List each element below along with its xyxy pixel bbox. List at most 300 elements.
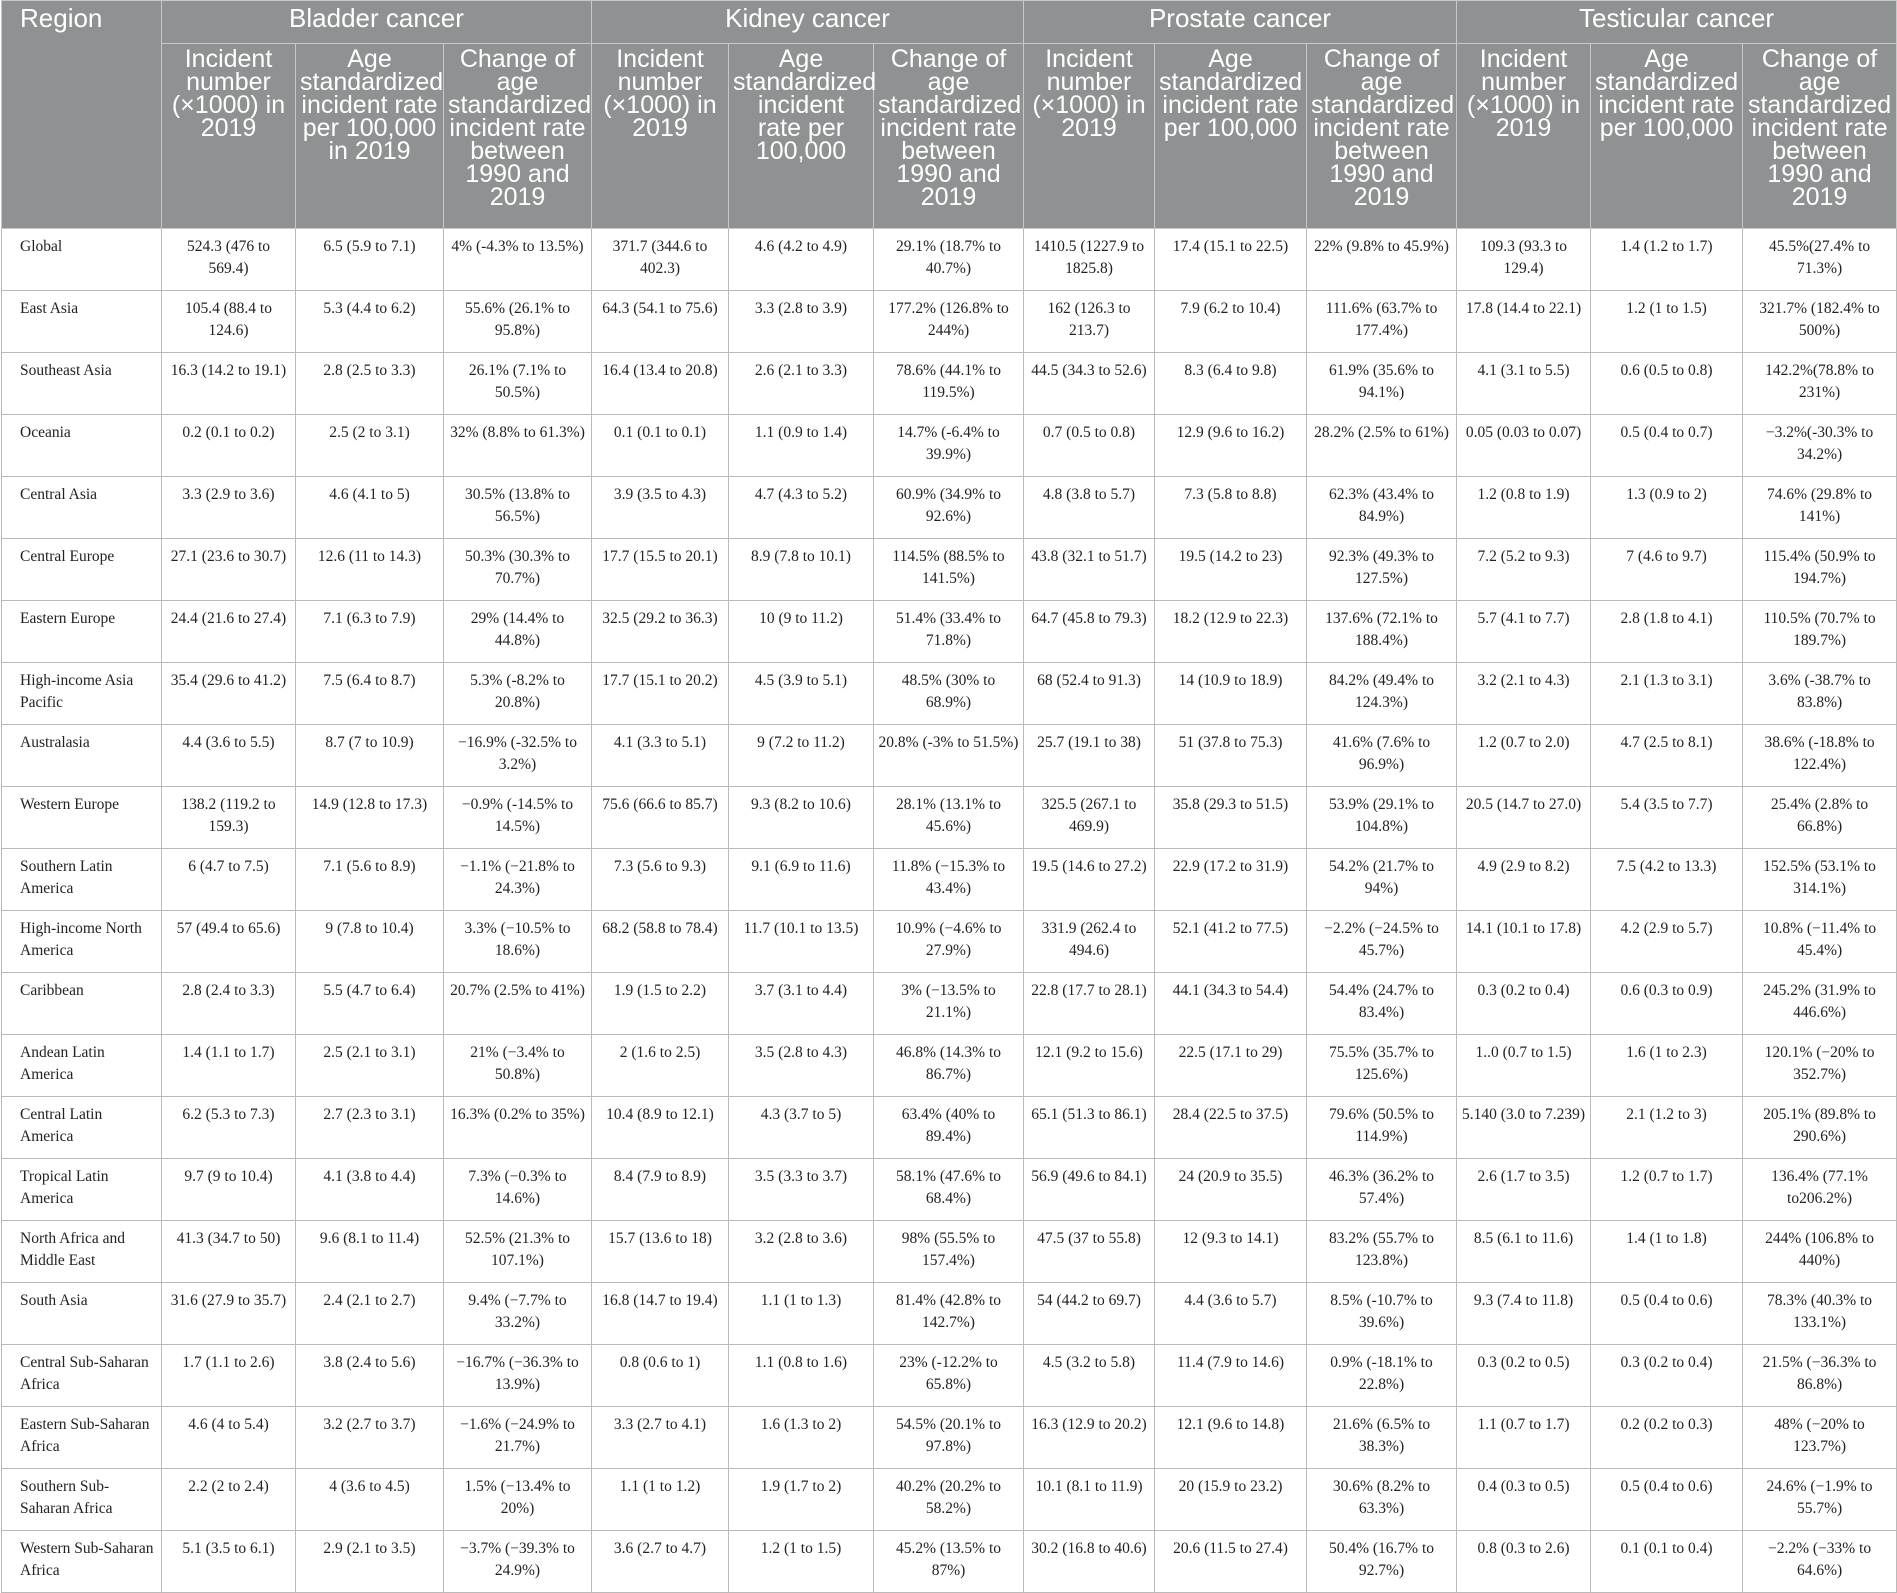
data-cell: 21.6% (6.5% to 38.3%) <box>1307 1407 1457 1469</box>
data-cell: 137.6% (72.1% to 188.4%) <box>1307 601 1457 663</box>
group-header-testicular: Testicular cancer <box>1457 1 1897 44</box>
data-cell: 8.5 (6.1 to 11.6) <box>1457 1221 1591 1283</box>
data-cell: 41.3 (34.7 to 50) <box>162 1221 296 1283</box>
data-cell: 1.1 (1 to 1.2) <box>592 1469 729 1531</box>
region-cell: Southern Sub-Saharan Africa <box>2 1469 162 1531</box>
data-cell: 3.7 (3.1 to 4.4) <box>729 973 874 1035</box>
data-cell: 3% (−13.5% to 21.1%) <box>874 973 1024 1035</box>
data-cell: 35.8 (29.3 to 51.5) <box>1155 787 1307 849</box>
table-header <box>2 1 1897 229</box>
data-cell: 9 (7.2 to 11.2) <box>729 725 874 787</box>
group-header-kidney: Kidney cancer <box>592 1 1024 44</box>
data-cell: 3.3% (−10.5% to 18.6%) <box>444 911 592 973</box>
data-cell: 2.4 (2.1 to 2.7) <box>296 1283 444 1345</box>
data-cell: 10.9% (−4.6% to 27.9%) <box>874 911 1024 973</box>
data-cell: 60.9% (34.9% to 92.6%) <box>874 477 1024 539</box>
data-cell: 12.9 (9.6 to 16.2) <box>1155 415 1307 477</box>
data-cell: 1.1 (0.8 to 1.6) <box>729 1345 874 1407</box>
data-cell: 371.7 (344.6 to 402.3) <box>592 229 729 291</box>
subheader: Incident number (×1000) in 2019 <box>162 44 296 229</box>
subheader: Change of age standardized incident rate between 1990 and 2019 <box>1743 44 1897 229</box>
subheader: Change of age standardized incident rate between 1990 and 2019 <box>874 44 1024 229</box>
data-cell: 10.4 (8.9 to 12.1) <box>592 1097 729 1159</box>
data-cell: 11.7 (10.1 to 13.5) <box>729 911 874 973</box>
table-row <box>2 1159 1897 1221</box>
data-cell: 14.7% (-6.4% to 39.9%) <box>874 415 1024 477</box>
data-cell: 5.3 (4.4 to 6.2) <box>296 291 444 353</box>
data-cell: 4% (-4.3% to 13.5%) <box>444 229 592 291</box>
data-cell: 4.8 (3.8 to 5.7) <box>1024 477 1155 539</box>
data-cell: 0.8 (0.6 to 1) <box>592 1345 729 1407</box>
data-cell: 4.7 (2.5 to 8.1) <box>1591 725 1743 787</box>
region-cell: Central Europe <box>2 539 162 601</box>
region-cell: Western Europe <box>2 787 162 849</box>
data-cell: 24 (20.9 to 35.5) <box>1155 1159 1307 1221</box>
data-cell: 2.2 (2 to 2.4) <box>162 1469 296 1531</box>
data-cell: 245.2% (31.9% to 446.6%) <box>1743 973 1897 1035</box>
table-row <box>2 1531 1897 1593</box>
region-cell: Australasia <box>2 725 162 787</box>
data-cell: 7.5 (4.2 to 13.3) <box>1591 849 1743 911</box>
table-row <box>2 353 1897 415</box>
subheader: Age standardized incident rate per 100,000 <box>729 44 874 229</box>
data-cell: 325.5 (267.1 to 469.9) <box>1024 787 1155 849</box>
data-cell: 20.5 (14.7 to 27.0) <box>1457 787 1591 849</box>
table-row <box>2 911 1897 973</box>
data-cell: 120.1% (−20% to 352.7%) <box>1743 1035 1897 1097</box>
data-cell: −1.1% (−21.8% to 24.3%) <box>444 849 592 911</box>
data-cell: 7.1 (6.3 to 7.9) <box>296 601 444 663</box>
data-cell: 7.3% (−0.3% to 14.6%) <box>444 1159 592 1221</box>
data-cell: 20.7% (2.5% to 41%) <box>444 973 592 1035</box>
data-cell: 4.4 (3.6 to 5.7) <box>1155 1283 1307 1345</box>
data-cell: −3.2%(-30.3% to 34.2%) <box>1743 415 1897 477</box>
data-cell: 109.3 (93.3 to 129.4) <box>1457 229 1591 291</box>
data-cell: 0.8 (0.3 to 2.6) <box>1457 1531 1591 1593</box>
data-cell: 92.3% (49.3% to 127.5%) <box>1307 539 1457 601</box>
data-cell: 1.2 (0.7 to 1.7) <box>1591 1159 1743 1221</box>
data-cell: 115.4% (50.9% to 194.7%) <box>1743 539 1897 601</box>
data-cell: 11.8% (−15.3% to 43.4%) <box>874 849 1024 911</box>
data-cell: 1.6 (1.3 to 2) <box>729 1407 874 1469</box>
data-cell: 19.5 (14.6 to 27.2) <box>1024 849 1155 911</box>
data-cell: 3.9 (3.5 to 4.3) <box>592 477 729 539</box>
data-cell: 51.4% (33.4% to 71.8%) <box>874 601 1024 663</box>
data-cell: 4.3 (3.7 to 5) <box>729 1097 874 1159</box>
data-cell: 30.5% (13.8% to 56.5%) <box>444 477 592 539</box>
data-cell: 48.5% (30% to 68.9%) <box>874 663 1024 725</box>
data-cell: 524.3 (476 to 569.4) <box>162 229 296 291</box>
data-cell: 12 (9.3 to 14.1) <box>1155 1221 1307 1283</box>
data-cell: 30.2 (16.8 to 40.6) <box>1024 1531 1155 1593</box>
table-row <box>2 663 1897 725</box>
data-cell: 2.1 (1.3 to 3.1) <box>1591 663 1743 725</box>
cancer-incidence-table <box>1 0 1897 1593</box>
data-cell: 10.1 (8.1 to 11.9) <box>1024 1469 1155 1531</box>
table-row <box>2 1097 1897 1159</box>
data-cell: 5.4 (3.5 to 7.7) <box>1591 787 1743 849</box>
data-cell: 4.6 (4 to 5.4) <box>162 1407 296 1469</box>
data-cell: 0.6 (0.3 to 0.9) <box>1591 973 1743 1035</box>
data-cell: 9.3 (7.4 to 11.8) <box>1457 1283 1591 1345</box>
data-cell: 30.6% (8.2% to 63.3%) <box>1307 1469 1457 1531</box>
data-cell: 1.4 (1 to 1.8) <box>1591 1221 1743 1283</box>
data-cell: 58.1% (47.6% to 68.4%) <box>874 1159 1024 1221</box>
data-cell: 84.2% (49.4% to 124.3%) <box>1307 663 1457 725</box>
data-cell: 9 (7.8 to 10.4) <box>296 911 444 973</box>
table-row <box>2 229 1897 291</box>
data-cell: 1.3 (0.9 to 2) <box>1591 477 1743 539</box>
data-cell: 12.1 (9.6 to 14.8) <box>1155 1407 1307 1469</box>
data-cell: 81.4% (42.8% to 142.7%) <box>874 1283 1024 1345</box>
data-cell: −3.7% (−39.3% to 24.9%) <box>444 1531 592 1593</box>
table-row <box>2 1407 1897 1469</box>
data-cell: 5.3% (-8.2% to 20.8%) <box>444 663 592 725</box>
data-cell: 44.1 (34.3 to 54.4) <box>1155 973 1307 1035</box>
data-cell: 20.8% (-3% to 51.5%) <box>874 725 1024 787</box>
data-cell: 45.2% (13.5% to 87%) <box>874 1531 1024 1593</box>
data-cell: 2.5 (2.1 to 3.1) <box>296 1035 444 1097</box>
subheader: Change of age standardized incident rate between 1990 and 2019 <box>444 44 592 229</box>
data-cell: 2 (1.6 to 2.5) <box>592 1035 729 1097</box>
data-cell: 3.6% (-38.7% to 83.8%) <box>1743 663 1897 725</box>
data-cell: 5.140 (3.0 to 7.239) <box>1457 1097 1591 1159</box>
table-row <box>2 601 1897 663</box>
data-cell: 79.6% (50.5% to 114.9%) <box>1307 1097 1457 1159</box>
data-cell: 162 (126.3 to 213.7) <box>1024 291 1155 353</box>
data-cell: 56.9 (49.6 to 84.1) <box>1024 1159 1155 1221</box>
region-cell: Tropical Latin America <box>2 1159 162 1221</box>
data-cell: 8.5% (-10.7% to 39.6%) <box>1307 1283 1457 1345</box>
data-cell: 17.7 (15.5 to 20.1) <box>592 539 729 601</box>
data-cell: 29.1% (18.7% to 40.7%) <box>874 229 1024 291</box>
data-cell: 28.4 (22.5 to 37.5) <box>1155 1097 1307 1159</box>
data-cell: 6.2 (5.3 to 7.3) <box>162 1097 296 1159</box>
data-cell: 12.6 (11 to 14.3) <box>296 539 444 601</box>
data-cell: 23% (-12.2% to 65.8%) <box>874 1345 1024 1407</box>
region-cell: Central Latin America <box>2 1097 162 1159</box>
data-cell: 53.9% (29.1% to 104.8%) <box>1307 787 1457 849</box>
subheader: Age standardized incident rate per 100,000 in 2019 <box>296 44 444 229</box>
data-cell: 1.4 (1.1 to 1.7) <box>162 1035 296 1097</box>
data-cell: 142.2%(78.8% to 231%) <box>1743 353 1897 415</box>
data-cell: 0.3 (0.2 to 0.4) <box>1457 973 1591 1035</box>
data-cell: 16.3 (12.9 to 20.2) <box>1024 1407 1155 1469</box>
data-cell: 18.2 (12.9 to 22.3) <box>1155 601 1307 663</box>
data-cell: 2.8 (1.8 to 4.1) <box>1591 601 1743 663</box>
data-cell: 1.2 (1 to 1.5) <box>729 1531 874 1593</box>
data-cell: 0.05 (0.03 to 0.07) <box>1457 415 1591 477</box>
data-cell: 26.1% (7.1% to 50.5%) <box>444 353 592 415</box>
table-row <box>2 477 1897 539</box>
data-cell: 110.5% (70.7% to 189.7%) <box>1743 601 1897 663</box>
data-cell: 98% (55.5% to 157.4%) <box>874 1221 1024 1283</box>
data-cell: 2.5 (2 to 3.1) <box>296 415 444 477</box>
data-cell: 54.2% (21.7% to 94%) <box>1307 849 1457 911</box>
data-cell: 63.4% (40% to 89.4%) <box>874 1097 1024 1159</box>
data-cell: 4.1 (3.8 to 4.4) <box>296 1159 444 1221</box>
data-cell: 46.8% (14.3% to 86.7%) <box>874 1035 1024 1097</box>
data-cell: 331.9 (262.4 to 494.6) <box>1024 911 1155 973</box>
region-cell: High-income Asia Pacific <box>2 663 162 725</box>
data-cell: 3.5 (3.3 to 3.7) <box>729 1159 874 1221</box>
data-cell: −1.6% (−24.9% to 21.7%) <box>444 1407 592 1469</box>
data-cell: 28.1% (13.1% to 45.6%) <box>874 787 1024 849</box>
data-cell: 17.8 (14.4 to 22.1) <box>1457 291 1591 353</box>
data-cell: 136.4% (77.1% to206.2%) <box>1743 1159 1897 1221</box>
data-cell: 1.6 (1 to 2.3) <box>1591 1035 1743 1097</box>
data-cell: 9.7 (9 to 10.4) <box>162 1159 296 1221</box>
table-row <box>2 849 1897 911</box>
data-cell: 21.5% (−36.3% to 86.8%) <box>1743 1345 1897 1407</box>
data-cell: 68 (52.4 to 91.3) <box>1024 663 1155 725</box>
data-cell: 31.6 (27.9 to 35.7) <box>162 1283 296 1345</box>
data-cell: 48% (−20% to 123.7%) <box>1743 1407 1897 1469</box>
region-cell: Southeast Asia <box>2 353 162 415</box>
data-cell: 9.3 (8.2 to 10.6) <box>729 787 874 849</box>
data-cell: 19.5 (14.2 to 23) <box>1155 539 1307 601</box>
data-cell: 17.7 (15.1 to 20.2) <box>592 663 729 725</box>
data-cell: 1.1 (1 to 1.3) <box>729 1283 874 1345</box>
data-cell: 15.7 (13.6 to 18) <box>592 1221 729 1283</box>
data-cell: 7.9 (6.2 to 10.4) <box>1155 291 1307 353</box>
data-cell: 138.2 (119.2 to 159.3) <box>162 787 296 849</box>
data-cell: 22.5 (17.1 to 29) <box>1155 1035 1307 1097</box>
subheader: Incident number (×1000) in 2019 <box>1457 44 1591 229</box>
data-cell: 25.4% (2.8% to 66.8%) <box>1743 787 1897 849</box>
data-cell: 1.2 (0.8 to 1.9) <box>1457 477 1591 539</box>
data-cell: 7.5 (6.4 to 8.7) <box>296 663 444 725</box>
data-cell: 14.9 (12.8 to 17.3) <box>296 787 444 849</box>
data-cell: 4.2 (2.9 to 5.7) <box>1591 911 1743 973</box>
data-cell: 2.6 (1.7 to 3.5) <box>1457 1159 1591 1221</box>
data-cell: 14.1 (10.1 to 17.8) <box>1457 911 1591 973</box>
data-cell: 4.6 (4.1 to 5) <box>296 477 444 539</box>
data-cell: −0.9% (-14.5% to 14.5%) <box>444 787 592 849</box>
data-cell: 2.8 (2.4 to 3.3) <box>162 973 296 1035</box>
data-cell: 43.8 (32.1 to 51.7) <box>1024 539 1155 601</box>
data-cell: 61.9% (35.6% to 94.1%) <box>1307 353 1457 415</box>
data-cell: 16.3 (14.2 to 19.1) <box>162 353 296 415</box>
data-cell: 8.7 (7 to 10.9) <box>296 725 444 787</box>
data-cell: 3.8 (2.4 to 5.6) <box>296 1345 444 1407</box>
data-cell: 5.7 (4.1 to 7.7) <box>1457 601 1591 663</box>
region-cell: North Africa and Middle East <box>2 1221 162 1283</box>
data-cell: 22.8 (17.7 to 28.1) <box>1024 973 1155 1035</box>
data-cell: 68.2 (58.8 to 78.4) <box>592 911 729 973</box>
data-cell: 0.1 (0.1 to 0.1) <box>592 415 729 477</box>
data-cell: 2.6 (2.1 to 3.3) <box>729 353 874 415</box>
data-cell: 16.3% (0.2% to 35%) <box>444 1097 592 1159</box>
data-cell: 38.6% (-18.8% to 122.4%) <box>1743 725 1897 787</box>
table-row <box>2 1221 1897 1283</box>
subheader: Incident number (×1000) in 2019 <box>1024 44 1155 229</box>
data-cell: 50.4% (16.7% to 92.7%) <box>1307 1531 1457 1593</box>
data-cell: −16.9% (-32.5% to 3.2%) <box>444 725 592 787</box>
data-cell: 4.1 (3.3 to 5.1) <box>592 725 729 787</box>
data-cell: 75.6 (66.6 to 85.7) <box>592 787 729 849</box>
region-cell: Central Asia <box>2 477 162 539</box>
data-cell: 27.1 (23.6 to 30.7) <box>162 539 296 601</box>
data-cell: 114.5% (88.5% to 141.5%) <box>874 539 1024 601</box>
subheader: Age standardized incident rate per 100,000 <box>1591 44 1743 229</box>
region-cell: Southern Latin America <box>2 849 162 911</box>
data-cell: 4.4 (3.6 to 5.5) <box>162 725 296 787</box>
region-cell: Oceania <box>2 415 162 477</box>
data-cell: 6 (4.7 to 7.5) <box>162 849 296 911</box>
data-cell: 1..0 (0.7 to 1.5) <box>1457 1035 1591 1097</box>
data-cell: 47.5 (37 to 55.8) <box>1024 1221 1155 1283</box>
data-cell: 29% (14.4% to 44.8%) <box>444 601 592 663</box>
data-cell: 21% (−3.4% to 50.8%) <box>444 1035 592 1097</box>
data-cell: 9.4% (−7.7% to 33.2%) <box>444 1283 592 1345</box>
data-cell: 46.3% (36.2% to 57.4%) <box>1307 1159 1457 1221</box>
data-cell: 1.9 (1.5 to 2.2) <box>592 973 729 1035</box>
data-cell: 4.5 (3.9 to 5.1) <box>729 663 874 725</box>
data-cell: 7.1 (5.6 to 8.9) <box>296 849 444 911</box>
data-cell: 28.2% (2.5% to 61%) <box>1307 415 1457 477</box>
data-cell: −16.7% (−36.3% to 13.9%) <box>444 1345 592 1407</box>
table-body <box>2 229 1897 1593</box>
data-cell: 78.6% (44.1% to 119.5%) <box>874 353 1024 415</box>
data-cell: 17.4 (15.1 to 22.5) <box>1155 229 1307 291</box>
data-cell: 1.5% (−13.4% to 20%) <box>444 1469 592 1531</box>
data-cell: 1.9 (1.7 to 2) <box>729 1469 874 1531</box>
data-cell: 2.8 (2.5 to 3.3) <box>296 353 444 415</box>
table-row <box>2 1469 1897 1531</box>
region-cell: Central Sub-Saharan Africa <box>2 1345 162 1407</box>
subheader: Change of age standardized incident rate between 1990 and 2019 <box>1307 44 1457 229</box>
region-cell: Eastern Sub-Saharan Africa <box>2 1407 162 1469</box>
data-cell: 7.3 (5.8 to 8.8) <box>1155 477 1307 539</box>
subheader: Incident number (×1000) in 2019 <box>592 44 729 229</box>
region-cell: Western Sub-Saharan Africa <box>2 1531 162 1593</box>
data-cell: 12.1 (9.2 to 15.6) <box>1024 1035 1155 1097</box>
data-cell: 14 (10.9 to 18.9) <box>1155 663 1307 725</box>
data-cell: 54.5% (20.1% to 97.8%) <box>874 1407 1024 1469</box>
data-cell: 244% (106.8% to 440%) <box>1743 1221 1897 1283</box>
region-cell: Global <box>2 229 162 291</box>
table-row <box>2 973 1897 1035</box>
data-cell: 10.8% (−11.4% to 45.4%) <box>1743 911 1897 973</box>
data-cell: −2.2% (−24.5% to 45.7%) <box>1307 911 1457 973</box>
table-row <box>2 787 1897 849</box>
data-cell: 1.2 (1 to 1.5) <box>1591 291 1743 353</box>
region-cell: South Asia <box>2 1283 162 1345</box>
data-cell: 64.3 (54.1 to 75.6) <box>592 291 729 353</box>
data-cell: −2.2% (−33% to 64.6%) <box>1743 1531 1897 1593</box>
data-cell: 0.5 (0.4 to 0.6) <box>1591 1283 1743 1345</box>
data-cell: 9.1 (6.9 to 11.6) <box>729 849 874 911</box>
data-cell: 52.5% (21.3% to 107.1%) <box>444 1221 592 1283</box>
table-row <box>2 415 1897 477</box>
data-cell: 177.2% (126.8% to 244%) <box>874 291 1024 353</box>
data-cell: 74.6% (29.8% to 141%) <box>1743 477 1897 539</box>
data-cell: 50.3% (30.3% to 70.7%) <box>444 539 592 601</box>
data-cell: 0.2 (0.2 to 0.3) <box>1591 1407 1743 1469</box>
data-cell: 2.9 (2.1 to 3.5) <box>296 1531 444 1593</box>
region-column-header: Region <box>2 1 162 229</box>
data-cell: 4.7 (4.3 to 5.2) <box>729 477 874 539</box>
data-cell: 20.6 (11.5 to 27.4) <box>1155 1531 1307 1593</box>
data-cell: 1.1 (0.9 to 1.4) <box>729 415 874 477</box>
table-row <box>2 1345 1897 1407</box>
data-cell: 22% (9.8% to 45.9%) <box>1307 229 1457 291</box>
region-cell: Caribbean <box>2 973 162 1035</box>
data-cell: 22.9 (17.2 to 31.9) <box>1155 849 1307 911</box>
group-header-prostate: Prostate cancer <box>1024 1 1457 44</box>
data-cell: 1.1 (0.7 to 1.7) <box>1457 1407 1591 1469</box>
data-cell: 205.1% (89.8% to 290.6%) <box>1743 1097 1897 1159</box>
data-cell: 32% (8.8% to 61.3%) <box>444 415 592 477</box>
data-cell: 44.5 (34.3 to 52.6) <box>1024 353 1155 415</box>
data-cell: 7.3 (5.6 to 9.3) <box>592 849 729 911</box>
data-cell: 62.3% (43.4% to 84.9%) <box>1307 477 1457 539</box>
data-cell: 2.7 (2.3 to 3.1) <box>296 1097 444 1159</box>
table-row <box>2 291 1897 353</box>
data-cell: 51 (37.8 to 75.3) <box>1155 725 1307 787</box>
data-cell: 8.3 (6.4 to 9.8) <box>1155 353 1307 415</box>
data-cell: 0.3 (0.2 to 0.4) <box>1591 1345 1743 1407</box>
data-cell: 3.3 (2.9 to 3.6) <box>162 477 296 539</box>
data-cell: 57 (49.4 to 65.6) <box>162 911 296 973</box>
data-cell: 40.2% (20.2% to 58.2%) <box>874 1469 1024 1531</box>
data-cell: 0.3 (0.2 to 0.5) <box>1457 1345 1591 1407</box>
region-cell: High-income North America <box>2 911 162 973</box>
data-cell: 3.2 (2.7 to 3.7) <box>296 1407 444 1469</box>
data-cell: 0.4 (0.3 to 0.5) <box>1457 1469 1591 1531</box>
data-cell: 0.1 (0.1 to 0.4) <box>1591 1531 1743 1593</box>
region-cell: East Asia <box>2 291 162 353</box>
data-cell: 0.6 (0.5 to 0.8) <box>1591 353 1743 415</box>
data-cell: 16.4 (13.4 to 20.8) <box>592 353 729 415</box>
data-cell: 6.5 (5.9 to 7.1) <box>296 229 444 291</box>
data-cell: 55.6% (26.1% to 95.8%) <box>444 291 592 353</box>
table-row <box>2 539 1897 601</box>
data-cell: 10 (9 to 11.2) <box>729 601 874 663</box>
data-cell: 0.2 (0.1 to 0.2) <box>162 415 296 477</box>
data-cell: 8.4 (7.9 to 8.9) <box>592 1159 729 1221</box>
data-cell: 152.5% (53.1% to 314.1%) <box>1743 849 1897 911</box>
data-cell: 4.5 (3.2 to 5.8) <box>1024 1345 1155 1407</box>
data-cell: 1.2 (0.7 to 2.0) <box>1457 725 1591 787</box>
data-cell: 5.5 (4.7 to 6.4) <box>296 973 444 1035</box>
data-cell: 4.9 (2.9 to 8.2) <box>1457 849 1591 911</box>
table-row <box>2 725 1897 787</box>
data-cell: 8.9 (7.8 to 10.1) <box>729 539 874 601</box>
data-cell: 54 (44.2 to 69.7) <box>1024 1283 1155 1345</box>
data-cell: 35.4 (29.6 to 41.2) <box>162 663 296 725</box>
data-cell: 65.1 (51.3 to 86.1) <box>1024 1097 1155 1159</box>
data-cell: 24.6% (−1.9% to 55.7%) <box>1743 1469 1897 1531</box>
data-cell: 0.7 (0.5 to 0.8) <box>1024 415 1155 477</box>
data-cell: 3.2 (2.1 to 4.3) <box>1457 663 1591 725</box>
data-cell: 4 (3.6 to 4.5) <box>296 1469 444 1531</box>
data-cell: 0.5 (0.4 to 0.6) <box>1591 1469 1743 1531</box>
data-cell: 52.1 (41.2 to 77.5) <box>1155 911 1307 973</box>
data-cell: 41.6% (7.6% to 96.9%) <box>1307 725 1457 787</box>
data-cell: 111.6% (63.7% to 177.4%) <box>1307 291 1457 353</box>
data-cell: 3.3 (2.7 to 4.1) <box>592 1407 729 1469</box>
data-cell: 16.8 (14.7 to 19.4) <box>592 1283 729 1345</box>
data-cell: 0.5 (0.4 to 0.7) <box>1591 415 1743 477</box>
data-cell: 321.7% (182.4% to 500%) <box>1743 291 1897 353</box>
group-header-bladder: Bladder cancer <box>162 1 592 44</box>
data-cell: 4.1 (3.1 to 5.5) <box>1457 353 1591 415</box>
data-cell: 0.9% (-18.1% to 22.8%) <box>1307 1345 1457 1407</box>
data-cell: 1.7 (1.1 to 2.6) <box>162 1345 296 1407</box>
data-cell: 3.6 (2.7 to 4.7) <box>592 1531 729 1593</box>
